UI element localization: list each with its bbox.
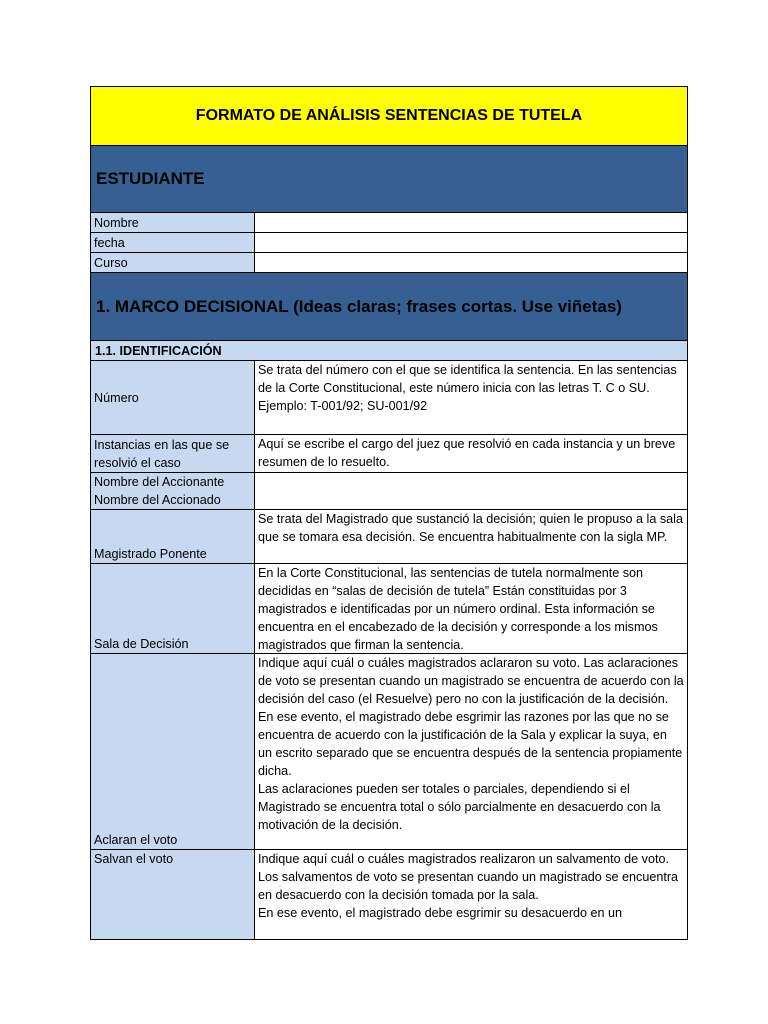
section-estudiante-heading: ESTUDIANTE [91, 146, 687, 213]
row-value[interactable] [255, 473, 687, 509]
row-label: Salvan el voto [91, 850, 255, 939]
field-row-nombre [91, 213, 687, 233]
table-row [91, 850, 687, 940]
section-marco-heading: 1. MARCO DECISIONAL (Ideas claras; frases cortas. Use viñetas) [91, 273, 687, 341]
form-title: FORMATO DE ANÁLISIS SENTENCIAS DE TUTELA [91, 86, 687, 146]
field-label: fecha [91, 233, 255, 252]
row-value[interactable]: Se trata del número con el que se identifica la sentencia. En las sentencias de la Corte Constitucional, este número inicia con las letras T. C o SU. Ejemplo: T-001/92; SU-001/92 [258, 363, 677, 413]
analysis-form [90, 86, 688, 940]
field-row-curso [91, 253, 687, 273]
fecha-field[interactable] [255, 233, 687, 252]
row-label: Nombre del Accionante Nombre del Accionado [91, 473, 255, 509]
row-label: Sala de Decisión [91, 564, 255, 653]
row-value[interactable]: Aquí se escribe el cargo del juez que resolvió en cada instancia y un breve resumen de lo resuelto. [258, 437, 676, 469]
table-row [91, 564, 687, 654]
table-row [91, 361, 687, 435]
table-row [91, 510, 687, 564]
field-label: Curso [91, 253, 255, 272]
field-row-fecha [91, 233, 687, 253]
row-value[interactable]: Indique aquí cuál o cuáles magistrados aclararon su voto. Las aclaraciones de voto se presentan cuando un magistrado se encuentra de acuerdo con la decisión del caso (el Resuelve) pero no con la justificación de la decisión. En ese evento, el magistrado debe esgrimir las razones por las que no se encuentra de acuerdo con la justificación de la Sala y explicar la suya, en un escrito separado que se encuentra después de la sentencia propiamente dicha. Las aclaraciones pueden ser totales o parciales, dependiendo si el Magistrado se encuentra total o sólo parcialmente en desacuerdo con la motivación de la decisión. [258, 656, 684, 832]
row-value[interactable]: Se trata del Magistrado que sustanció la decisión; quien le propuso a la sala que se tomara esa decisión. Se encuentra habitualmente con la sigla MP. [258, 512, 683, 544]
row-label: Número [91, 361, 255, 434]
row-label: Aclaran el voto [91, 654, 255, 849]
curso-field[interactable] [255, 253, 687, 272]
row-value[interactable]: En la Corte Constitucional, las sentencias de tutela normalmente son decididas en “salas de decisión de tutela” Están constituidas por 3 magistrados e identificadas por un número ordinal. Esta información se encuentra en el encabezado de la decisión y corresponde a los mismos magistrados que firman la sentencia. [258, 566, 658, 652]
row-value[interactable]: Indique aquí cuál o cuáles magistrados realizaron un salvamento de voto. Los salvamentos de voto se presentan cuando un magistrado se encuentra en desacuerdo con la decisión tomada por la sala. En ese evento, el magistrado debe esgrimir su desacuerdo en un [258, 852, 679, 920]
row-label: Magistrado Ponente [91, 510, 255, 563]
field-label: Nombre [91, 213, 255, 232]
table-row [91, 473, 687, 510]
table-row [91, 654, 687, 850]
table-row [91, 435, 687, 473]
row-label: Instancias en las que se resolvió el caso [91, 435, 255, 472]
nombre-field[interactable] [255, 213, 687, 232]
subsection-identificacion: 1.1. IDENTIFICACIÓN [91, 341, 687, 361]
